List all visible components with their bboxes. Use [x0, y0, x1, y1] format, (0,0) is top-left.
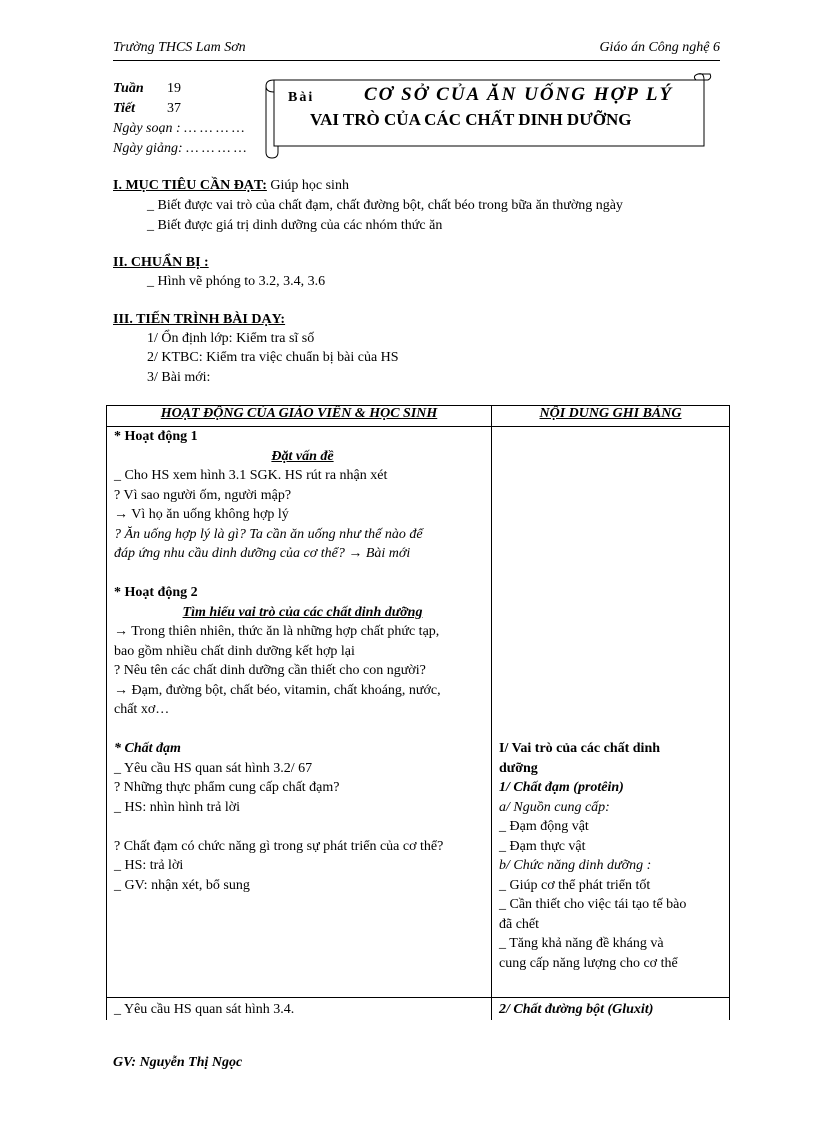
activity-2-heading: * Hoạt động 2 [114, 585, 198, 600]
col-activities-header: HOẠT ĐỘNG CỦA GIÁO VIÊN & HỌC SINH [107, 406, 492, 427]
table-line: _ Cho HS xem hình 3.1 SGK. HS rút ra nhận xét [114, 468, 388, 483]
lesson-title-banner [260, 72, 712, 160]
board-line: _ Giúp cơ thể phát triển tốt [499, 877, 651, 893]
progress-heading: III. TIẾN TRÌNH BÀI DẠY: [113, 312, 286, 327]
school-name: Trường THCS Lam Sơn [113, 40, 246, 55]
section-preparation-heading [113, 255, 209, 271]
board-line: _ Tăng khả năng đề kháng và [499, 936, 664, 951]
table-line: _ HS: nhìn hình trả lời [114, 799, 241, 815]
board-line: a/ Nguồn cung cấp: [499, 799, 610, 815]
board-cell [492, 427, 730, 998]
board-line: cung cấp năng lượng cho cơ thể [499, 955, 678, 971]
board-line: _ Đạm động vật [499, 819, 589, 834]
board-cell-2: 2/ Chất đường bột (Gluxit) [492, 998, 730, 1020]
week-value: 19 [167, 81, 181, 96]
prep-date-label: Ngày soạn : [113, 121, 181, 136]
board-protein-heading: 1/ Chất đạm (protêin) [499, 780, 624, 795]
board-line: _ Đạm thực vật [499, 838, 586, 854]
period-value: 37 [167, 101, 181, 116]
table-line: ? Nêu tên các chất dinh dưỡng cần thiết cho con người? [114, 663, 426, 678]
board-section-heading-cont: dưỡng [499, 760, 538, 776]
table-header-row [107, 406, 730, 427]
teach-date-value: … … … … [186, 141, 247, 156]
table-line: → Đạm, đường bột, chất béo, vitamin, chất khoáng, nước, [114, 682, 441, 698]
prep-date-value: … … … … [184, 121, 245, 136]
progress-step-3: 3/ Bài mới: [147, 370, 211, 385]
table-line: ? Ăn uống hợp lý là gì? Ta cần ăn uống như thế nào để [114, 526, 423, 542]
activity-1-title: Đặt vấn đề [271, 448, 334, 464]
lesson-prefix: Bài [288, 90, 315, 105]
subject-name: Giáo án Công nghệ 6 [599, 40, 720, 55]
section-progress-heading [113, 312, 285, 328]
board-line: b/ Chức năng dinh dưỡng : [499, 858, 652, 873]
table-row [107, 427, 730, 998]
table-line: _ GV: nhận xét, bổ sung [114, 877, 250, 893]
activity-2-title: Tìm hiểu vai trò của các chất dinh dưỡng [182, 604, 423, 620]
objectives-heading: I. MỤC TIÊU CẦN ĐẠT: [113, 178, 267, 193]
table-line: ? Chất đạm có chức năng gì trong sự phát triển của cơ thể? [114, 838, 444, 854]
week-label: Tuần [113, 81, 144, 96]
table-line: _ Yêu cầu HS quan sát hình 3.2/ 67 [114, 760, 313, 776]
period-label: Tiết [113, 101, 136, 116]
board-section-heading: I/ Vai trò của các chất dinh [499, 741, 661, 756]
progress-step-2: 2/ KTBC: Kiểm tra việc chuẩn bị bài của HS [147, 350, 399, 365]
lesson-meta [113, 79, 246, 159]
activities-cell [107, 427, 492, 998]
progress-step-1: 1/ Ổn định lớp: Kiểm tra sĩ số [147, 331, 315, 346]
objective-2: _ Biết được giá trị dinh dưỡng của các nhóm thức ăn [147, 218, 443, 233]
activity-1-heading: * Hoạt động 1 [114, 429, 198, 444]
table-line: ? Vì sao người ốm, người mập? [114, 487, 292, 503]
preparation-heading: II. CHUẨN BỊ : [113, 255, 209, 270]
table-line: đáp ứng nhu cầu dinh dưỡng của cơ thể? → Bài mới [114, 546, 411, 561]
table-line: _ HS: trả lời [114, 858, 184, 873]
page-header [113, 40, 720, 60]
teacher-signature: GV: Nguyễn Thị Ngọc [113, 1055, 243, 1070]
header-rule [113, 60, 720, 61]
table-line: chất xơ… [114, 702, 170, 717]
activities-cell-2: _ Yêu cầu HS quan sát hình 3.4. [107, 998, 492, 1020]
table-line: → Trong thiên nhiên, thức ăn là những hợp chất phức tạp, [114, 624, 440, 639]
lesson-table [106, 405, 730, 1020]
table-row [107, 998, 730, 1020]
preparation-1: _ Hình vẽ phóng to 3.2, 3.4, 3.6 [147, 274, 326, 289]
teach-date-label: Ngày giảng: [113, 141, 183, 156]
protein-heading: * Chất đạm [114, 741, 181, 756]
board-line: đã chết [499, 916, 540, 932]
objectives-tail: Giúp học sinh [266, 178, 349, 193]
table-line: → Vì họ ăn uống không hợp lý [114, 507, 289, 522]
col-board-header: NỘI DUNG GHI BẢNG [492, 406, 730, 427]
section-objectives-heading [113, 178, 349, 194]
table-line: ? Những thực phẩm cung cấp chất đạm? [114, 780, 340, 795]
objective-1: _ Biết được vai trò của chất đạm, chất đường bột, chất béo trong bữa ăn thường ngày [147, 198, 623, 213]
lesson-subtitle: VAI TRÒ CỦA CÁC CHẤT DINH DƯỠNG [310, 110, 632, 129]
board-line: _ Cần thiết cho việc tái tạo tế bào [499, 897, 687, 912]
table-line: bao gồm nhiều chất dinh dưỡng kết hợp lại [114, 643, 355, 659]
lesson-title: CƠ SỞ CỦA ĂN UỐNG HỢP LÝ [364, 84, 674, 105]
